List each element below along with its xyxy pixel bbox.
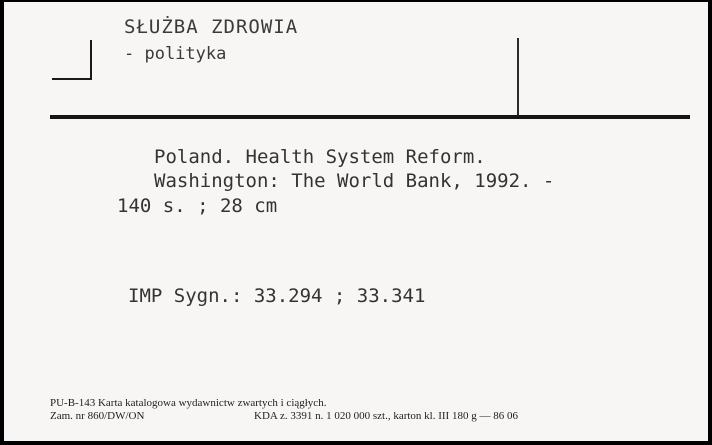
corner-bracket-vertical	[90, 40, 92, 80]
catalog-card	[4, 2, 708, 441]
call-number: IMP Sygn.: 33.294 ; 33.341	[128, 285, 426, 307]
footer-order-number: Zam. nr 860/DW/ON	[50, 410, 145, 422]
corner-bracket-horizontal	[52, 78, 92, 80]
column-divider	[517, 38, 519, 116]
publisher-line: Washington: The World Bank, 1992. -	[154, 170, 555, 192]
subject-heading: SŁUŻBA ZDROWIA	[124, 16, 299, 38]
title-line: Poland. Health System Reform.	[154, 146, 486, 168]
footer-print-details: KDA z. 3391 n. 1 020 000 szt., karton kl. III 180 g — 86 06	[254, 410, 518, 422]
footer-printer-line: PU-B-143 Karta katalogowa wydawnictw zwartych i ciągłych.	[50, 397, 327, 409]
horizontal-rule	[50, 115, 690, 119]
extent-line: 140 s. ; 28 cm	[117, 195, 278, 217]
subject-subheading: - polityka	[124, 44, 227, 64]
